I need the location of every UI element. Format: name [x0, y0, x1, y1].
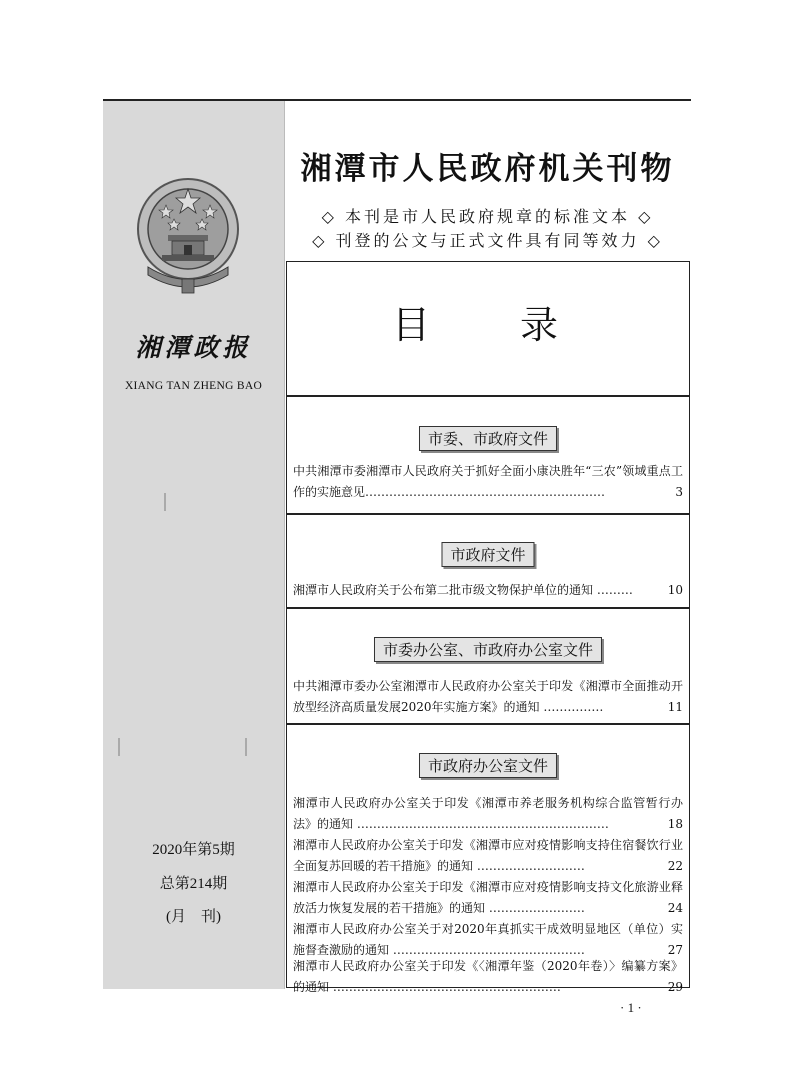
toc-heading: 目 录: [391, 303, 584, 347]
scan-mark: [245, 738, 247, 756]
subtitle-line-1: ◇ 本刊是市人民政府规章的标准文本 ◇: [321, 207, 654, 226]
toc-entry[interactable]: 湘潭市人民政府办公室关于印发《湘潭市养老服务机构综合监管暂行办法》的通知 ……………………………………………………… 18: [293, 796, 683, 831]
section-label: 市委办公室、市政府办公室文件: [374, 637, 602, 662]
subtitle-line-2: ◇ 刊登的公文与正式文件具有同等效力 ◇: [312, 231, 663, 250]
toc-entry[interactable]: 中共湘潭市委办公室湘潭市人民政府办公室关于印发《湘潭市全面推动开放型经济高质量发展2020年实施方案》的通知 …………… 11: [293, 679, 683, 714]
scan-mark: [118, 738, 120, 756]
national-emblem-icon: [128, 167, 248, 297]
section-divider: [287, 513, 689, 515]
issue-number: 2020年第5期: [152, 842, 235, 858]
main-title: 湘潭市人民政府机关刊物: [300, 151, 675, 187]
publication-frequency: (月 刊): [166, 909, 221, 925]
section-label: 市政府办公室文件: [419, 753, 557, 778]
section-divider: [287, 607, 689, 609]
toc-entry[interactable]: 湘潭市人民政府办公室关于对2020年真抓实干成效明显地区（单位）实施督查激励的通知 ………………………………………… 27: [293, 922, 683, 957]
page-number: · 1 ·: [620, 1000, 642, 1015]
toc-entry[interactable]: 湘潭市人民政府办公室关于印发《湘潭市应对疫情影响支持文化旅游业释放活力恢复发展的若干措施》的通知 …………………… 24: [293, 880, 683, 915]
toc-entry[interactable]: 湘潭市人民政府办公室关于印发《〈湘潭年鉴（2020年卷）〉编纂方案》的通知 ………………………………………………… 29: [293, 959, 683, 994]
toc-box: [286, 261, 690, 994]
toc-entry[interactable]: 湘潭市人民政府办公室关于印发《湘潭市应对疫情影响支持住宿餐饮行业全面复苏回暖的若干措施》的通知 ……………………… 22: [293, 838, 683, 873]
scan-mark: [164, 493, 166, 511]
brand-name-cn: 湘潭政报: [135, 333, 252, 362]
section-divider: [287, 723, 689, 725]
total-issue-number: 总第214期: [159, 876, 228, 892]
toc-entry[interactable]: 中共湘潭市委湘潭市人民政府关于抓好全面小康决胜年“三农”领域重点工作的实施意见…………………………………………………… 3: [293, 464, 683, 499]
section-label: 市委、市政府文件: [419, 426, 557, 451]
section-divider: [287, 395, 689, 397]
toc-entry[interactable]: 湘潭市人民政府关于公布第二批市级文物保护单位的通知 ……… 10: [293, 583, 683, 597]
section-label: 市政府文件: [441, 542, 534, 567]
brand-name-en: XIANG TAN ZHENG BAO: [124, 380, 263, 392]
